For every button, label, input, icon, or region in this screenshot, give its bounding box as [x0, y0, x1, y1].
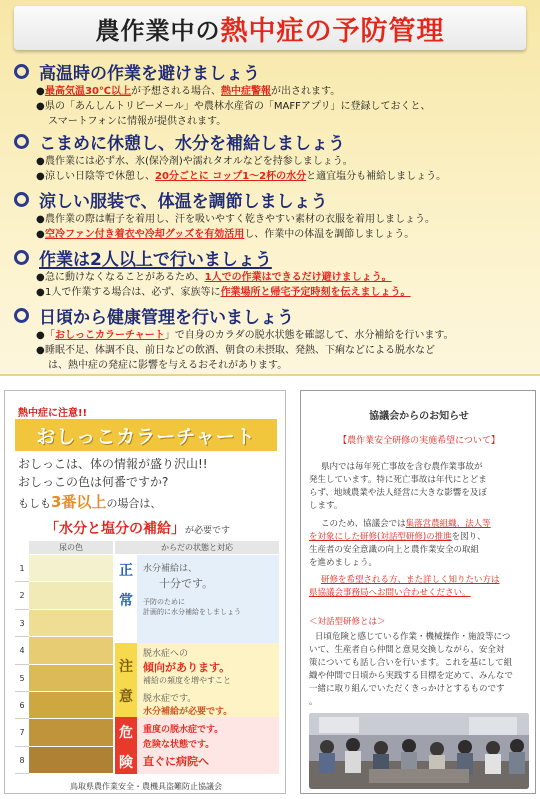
column-header-state: からだの状態と対応 — [115, 541, 279, 554]
alert-label: 熱中症に注意!! — [18, 408, 88, 419]
divider — [0, 374, 540, 376]
section-line: は、熱中症の発症に影響を与えるおそれがあります。 — [48, 360, 288, 371]
section-hydration — [14, 130, 534, 184]
band-label-normal: 正 常 — [119, 563, 133, 609]
association-notice-card — [300, 390, 536, 794]
urine-color-swatch — [29, 719, 113, 746]
urine-color-swatch — [29, 582, 113, 609]
chart-intro-line: おしっこの色は何番ですか? — [18, 475, 169, 489]
section-heading: 高温時の作業を避けましょう — [39, 63, 260, 84]
state-text: 水分補給は、 — [143, 564, 198, 574]
notice-line: 県協議会事務局へお問い合わせください。 — [309, 588, 471, 598]
band-label-caution: 注 意 — [119, 659, 133, 705]
notice-section-title: ＜対話型研修とは＞ — [309, 617, 386, 627]
state-text: 重度の脱水症です。 — [143, 725, 224, 735]
title-part2: 熱中症の予防管理 — [220, 15, 445, 47]
notice-line: 生産者の安全意識の向上と農作業安全の取組 — [309, 545, 480, 555]
state-text: 予防のために — [143, 598, 185, 606]
section-work-in-pairs — [14, 246, 534, 300]
level-number: 1 — [15, 555, 29, 582]
level-number: 2 — [15, 582, 29, 609]
state-text: 脱水症への — [143, 649, 189, 659]
notice-line: らず、地域農業や法人経営に大きな影響を及ぼ — [309, 488, 487, 498]
section-clothing — [14, 188, 534, 242]
section-line: スマートフォンに情報が提供されます。 — [48, 116, 227, 127]
chart-intro-line: おしっこは、体の情報が盛り沢山!! — [18, 457, 208, 471]
notice-line: 織や仲間で日頃から実践する目標を定めて、みんなで — [309, 671, 513, 681]
notice-line: 研修を希望される方、また詳しく知りたい方は — [321, 575, 500, 585]
state-text: 直ぐに病院へ — [143, 755, 209, 768]
chart-banner: おしっこカラーチャート — [15, 419, 277, 451]
chart-footer: 鳥取県農作業安全・農機具盗難防止協議会 — [70, 782, 222, 791]
urine-color-swatch — [29, 692, 113, 719]
section-line: ●涼しい日陰等で休憩し、20分ごとに コップ1～2杯の水分と適宜塩分も補給しましょう。 — [36, 171, 447, 182]
section-health-management — [14, 304, 534, 373]
notice-line: いて、生産者自ら仲間と意見交換しながら、安全対 — [309, 645, 505, 655]
notice-subtitle: 【農作業安全研修の実施希望について】 — [338, 436, 500, 446]
level-number: 3 — [15, 610, 29, 637]
urine-color-chart-card — [4, 390, 286, 794]
column-header-color: 尿の色 — [29, 541, 113, 554]
level-number: 8 — [15, 747, 29, 774]
level-number: 7 — [15, 719, 29, 746]
section-line: ●睡眠不足、体調不良、前日などの飲酒、朝食の未摂取、発熱、下痢などによる脱水など — [36, 345, 435, 356]
state-text: 危険な状態です。 — [143, 740, 215, 750]
state-text: 十分です。 — [159, 577, 214, 590]
notice-line: 。 — [309, 697, 318, 707]
chart-need-line: 「水分と塩分の補給」が必要です — [45, 521, 231, 537]
notice-line: 発生しています。特に死亡事故は年代にとどま — [309, 475, 487, 485]
state-text: 補給の頻度を増やすこと — [143, 676, 231, 685]
band-label-danger: 危 険 — [119, 725, 133, 771]
section-line: ●急に動けなくなることがあるため、1人での作業はできるだけ避けましょう。 — [36, 272, 392, 283]
urine-color-swatch — [29, 637, 113, 664]
notice-line: 一緒に取り組んでいただくきっかけとするものです — [309, 684, 505, 694]
section-line: ●「おしっこカラーチャート」で自身のカラダの脱水状態を確認して、水分補給を行います。 — [36, 330, 454, 341]
section-line: ●農作業の際は帽子を着用し、汗を吸いやすく乾きやすい素材の衣服を着用しましょう。 — [36, 214, 435, 225]
section-heading: 涼しい服装で、体温を調節しましょう — [39, 191, 328, 212]
notice-line: 日頃危険と感じている作業・機械操作・施設等につ — [315, 632, 511, 642]
circle-bullet-icon — [14, 134, 29, 149]
notice-title: 協議会からのお知らせ — [369, 411, 469, 422]
section-line: ●最高気温30℃以上が予想される場合、熱中症警報が出されます。 — [36, 86, 341, 97]
section-line: ●農作業には必ず水、氷(保冷剤)や濡れタオルなどを持参しましょう。 — [36, 156, 353, 167]
urine-color-swatch — [29, 610, 113, 637]
section-line: ●県の「あんしんトリピーメール」や農林水産省の「MAFFアプリ」に登録しておくと、 — [36, 101, 431, 112]
urine-color-swatch — [29, 747, 113, 774]
circle-bullet-icon — [14, 192, 29, 207]
state-text: 水分補給が必要です。 — [143, 707, 233, 717]
notice-line: を対象にした研修(対話型研修)の推進を図り、 — [309, 532, 486, 542]
circle-bullet-icon — [14, 308, 29, 323]
title-part1: 農作業中の — [95, 16, 221, 45]
urine-color-swatch — [29, 555, 113, 582]
level-number: 5 — [15, 665, 29, 692]
training-session-photo — [309, 713, 529, 789]
notice-line: します。 — [309, 501, 343, 511]
heatstroke-prevention-section — [0, 0, 540, 374]
state-text: 傾向があります。 — [143, 661, 231, 674]
notice-line: を進めましょう。 — [309, 558, 378, 568]
level-number: 6 — [15, 692, 29, 719]
circle-bullet-icon — [14, 250, 29, 265]
notice-line: このため、協議会では集落営農組織、法人等 — [321, 519, 491, 529]
section-avoid-heat — [14, 60, 534, 129]
state-text: 計画的に水分補給をしましょう — [143, 608, 241, 616]
chart-intro-line: もしも3番以上の場合は、 — [18, 493, 162, 511]
section-line: ●空冷ファン付き着衣や冷却グッズを有効活用し、作業中の体温を調節しましょう。 — [36, 229, 415, 240]
section-line: ●1人で作業する場合は、必ず、家族等に作業場所と帰宅予定時刻を伝えましょう。 — [36, 287, 411, 298]
circle-bullet-icon — [14, 64, 29, 79]
notice-line: 策についても話し合いを行います。これを基にして組 — [309, 658, 513, 668]
section-heading: 作業は2人以上で行いましょう — [39, 249, 272, 270]
urine-color-swatch — [29, 665, 113, 692]
color-chart-table — [15, 541, 279, 777]
notice-line: 県内では毎年死亡事故を含む農作業事故が — [321, 462, 483, 472]
section-heading: こまめに休憩し、水分を補給しましょう — [39, 133, 345, 154]
section-heading: 日頃から健康管理を行いましょう — [39, 307, 294, 328]
page-title — [14, 6, 526, 50]
state-text: 脱水症です。 — [143, 694, 197, 704]
level-number: 4 — [15, 637, 29, 664]
